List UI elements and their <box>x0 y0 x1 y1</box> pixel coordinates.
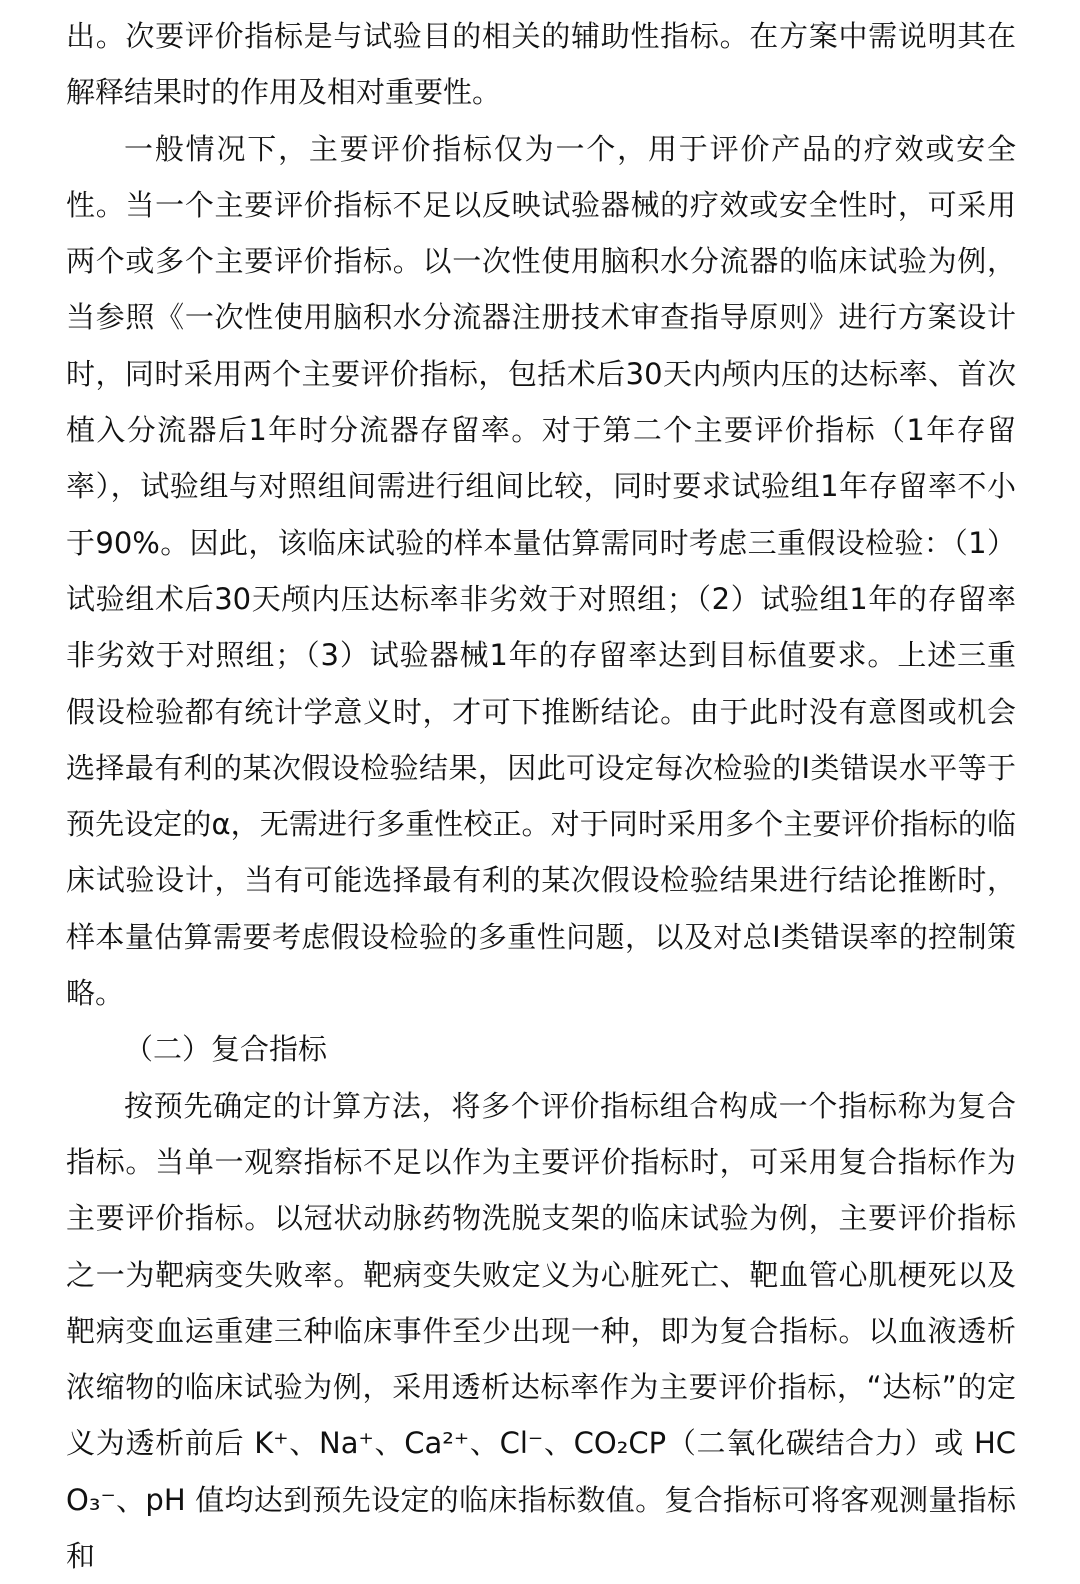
paragraph-composite-endpoints: 按预先确定的计算方法，将多个评价指标组合构成一个指标称为复合指标。当单一观察指标不足以作为主要评价指标时，可采用复合指标作为主要评价指标。以冠状动脉药物洗脱支架的临床试验为例，主要评价指标之一为靶病变失败率。靶病变失败定义为心脏死亡、靶血管心肌梗死以及靶病变血运重建三种临床事件至少出现一种，即为复合指标。以血液透析浓缩物的临床试验为例，采用透析达标率作为主要评价指标，“达标”的定义为透析前后 K⁺、Na⁺、Ca²⁺、Cl⁻、CO₂CP（二氧化碳结合力）或 HCO₃⁻、pH 值均达到预先设定的临床指标数值。复合指标可将客观测量指标和 <box>66 1088 1016 1574</box>
section-heading-composite-endpoints: （二）复合指标 <box>124 1032 328 1067</box>
paragraph-continuation: 出。次要评价指标是与试验目的相关的辅助性指标。在方案中需说明其在解释结果时的作用及相对重要性。 <box>66 19 1016 110</box>
paragraph-primary-endpoints: 一般情况下，主要评价指标仅为一个，用于评价产品的疗效或安全性。当一个主要评价指标不足以反映试验器械的疗效或安全性时，可采用两个或多个主要评价指标。以一次性使用脑积水分流器的临床试验为例，当参照《一次性使用脑积水分流器注册技术审查指导原则》进行方案设计时，同时采用两个主要评价指标，包括术后30天内颅内压的达标率、首次植入分流器后1年时分流器存留率。对于第二个主要评价指标（1年存留率），试验组与对照组间需进行组间比较，同时要求试验组1年存留率不小于90%。因此，该临床试验的样本量估算需同时考虑三重假设检验：（1）试验组术后30天颅内压达标率非劣效于对照组；（2）试验组1年的存留率非劣效于对照组；（3）试验器械1年的存留率达到目标值要求。上述三重假设检验都有统计学意义时，才可下推断结论。由于此时没有意图或机会选择最有利的某次假设检验结果，因此可设定每次检验的I类错误水平等于预先设定的α，无需进行多重性校正。对于同时采用多个主要评价指标的临床试验设计，当有可能选择最有利的某次假设检验结果进行结论推断时，样本量估算需要考虑假设检验的多重性问题，以及对总Ⅰ类错误率的控制策略。 <box>66 131 1016 1011</box>
document-page <box>66 8 1016 1584</box>
